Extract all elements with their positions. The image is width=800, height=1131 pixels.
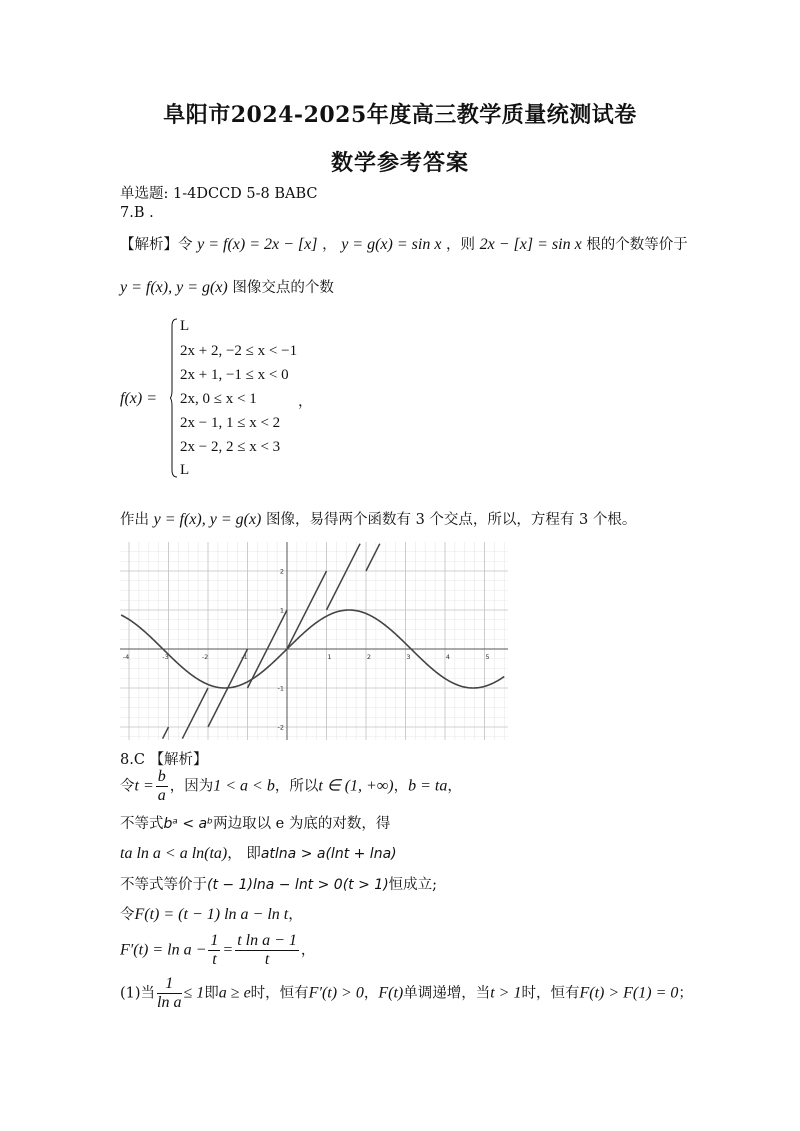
x-tick-label: 2	[366, 653, 372, 661]
fraction-numerator: 1	[210, 932, 219, 949]
page-subtitle: 数学参考答案	[330, 150, 469, 176]
q7-line2-math: y = f(x), y = g(x)	[120, 279, 228, 296]
q7-conclusion	[120, 508, 636, 529]
q8-l4-pre: 不等式等价于	[120, 877, 207, 893]
q8-l5-pre: 令	[120, 907, 135, 923]
q7-sep: ，	[322, 237, 337, 253]
y-tick-label: 1	[279, 606, 284, 615]
q7-analysis-line	[120, 233, 688, 254]
q8-l3-math2: atlna > a(lnt + lna)	[260, 846, 397, 862]
q8-l1-c: ，	[393, 778, 409, 795]
x-tick-label: -2	[201, 653, 209, 661]
case-row: 2x, 0 ≤ x < 1	[180, 391, 257, 407]
q8-l4-text: 恒成立;	[388, 877, 438, 893]
q8-l1-m2: t ∈ (1, +∞)	[318, 777, 394, 795]
y-tick-label: -1	[277, 684, 284, 693]
fx-segment	[182, 688, 208, 739]
q8-l7-t5: 时，恒有	[521, 985, 580, 1002]
x-tick-label: 1	[327, 653, 332, 661]
x-tick-label: -1	[241, 653, 248, 661]
fx-segment	[366, 544, 380, 571]
q7-conclusion-pre: 作出	[120, 512, 149, 528]
q7-conclusion-text: 图像，易得两个函数有 3 个交点，所以，方程有 3 个根。	[265, 512, 637, 528]
q8-l5-math: F(t) = (t − 1) ln a − ln t	[134, 906, 289, 923]
q7-eq-g: y = g(x) = sin x	[341, 236, 442, 253]
q8-l7-m2: a ≥ e	[218, 984, 251, 1002]
q8-l7-m1: ≤ 1	[183, 984, 205, 1002]
q8-l2-math: bᵃ < aᵇ	[163, 816, 214, 832]
q8-label: 8.C 【解析】	[120, 752, 208, 768]
fraction-numerator: b	[157, 768, 166, 785]
q8-l7-t4: 单调递增，当	[403, 985, 491, 1002]
x-tick-label: -4	[122, 653, 130, 661]
q8-l6-eq: =	[222, 941, 234, 959]
q8-l2-text: 两边取以 e 为底的对数，得	[213, 816, 391, 832]
q8-line6	[120, 932, 315, 969]
q8-l7-t3: ，	[363, 985, 379, 1002]
q7-label: 7.B .	[120, 205, 154, 221]
q8-l2-pre: 不等式	[120, 816, 164, 832]
q8-t-var: t =	[134, 777, 154, 795]
q7-line2	[120, 276, 334, 297]
q8-line7	[120, 975, 693, 1012]
x-tick-label: 3	[406, 653, 411, 661]
q8-l1-m1: 1 < a < b	[213, 777, 275, 795]
b-over-a-fraction	[156, 768, 168, 805]
q7-analysis-prefix: 【解析】令	[120, 237, 193, 253]
q8-line1	[120, 768, 462, 805]
q8-l1-b: ，所以	[274, 778, 319, 795]
q8-l6-tail: ，	[300, 942, 316, 959]
fraction-numerator: t ln a − 1	[237, 932, 297, 949]
q8-l4-math: (t − 1)lna − lnt > 0(t > 1)	[207, 877, 389, 893]
fraction-denominator: t	[264, 951, 270, 968]
q7-conclusion-math: y = f(x), y = g(x)	[153, 511, 262, 528]
q7-mid: ，则	[446, 237, 476, 253]
q8-l7-pre: (1)当	[120, 985, 156, 1002]
tlna-fraction	[235, 932, 299, 969]
fraction-denominator: ln a	[157, 994, 182, 1011]
q8-l1-a: ，因为	[169, 778, 214, 795]
q8-line3	[120, 842, 397, 863]
page-title: 阜阳市2024-2025年度高三教学质量统测试卷	[163, 102, 637, 128]
q8-l7-t6: ；	[678, 985, 693, 1002]
y-tick-label: 2	[279, 567, 284, 576]
q8-l1-d: ，	[447, 778, 462, 795]
one-over-lna-fraction	[157, 975, 181, 1012]
cases-comma: ，	[298, 394, 313, 410]
q8-line2	[120, 812, 390, 833]
q8-line5	[120, 903, 303, 924]
case-row: 2x − 1, 1 ≤ x < 2	[180, 415, 281, 431]
fx-label: f(x) =	[120, 390, 157, 407]
q8-l7-m5: t > 1	[490, 984, 522, 1002]
q8-l7-m4: F(t)	[378, 984, 404, 1002]
fraction-denominator: t	[212, 951, 217, 968]
q8-line4	[120, 873, 437, 894]
q7-eq-f: y = f(x) = 2x − [x]	[197, 236, 318, 253]
multiple-choice-answers: 单选题: 1-4DCCD 5-8 BABC	[120, 186, 318, 202]
case-row: L	[180, 318, 190, 334]
q8-l6-a: F′(t) = ln a −	[120, 941, 207, 959]
q8-l7-t2: 时，恒有	[250, 985, 309, 1002]
piecewise-brace	[170, 318, 178, 478]
x-tick-label: 4	[445, 653, 451, 661]
q7-line2-text: 图像交点的个数	[232, 280, 334, 296]
case-row: 2x − 2, 2 ≤ x < 3	[180, 439, 281, 455]
one-over-t-fraction	[208, 932, 220, 969]
case-row: 2x + 2, −2 ≤ x < −1	[180, 343, 298, 359]
q7-tail: 根的个数等价于	[586, 237, 688, 253]
x-tick-label: -3	[162, 653, 169, 661]
q8-l1-m3: b = ta	[408, 777, 448, 795]
q8-l7-t1: 即	[204, 985, 219, 1002]
q8-l1-pre: 令	[120, 778, 135, 795]
x-tick-label: 5	[485, 653, 490, 661]
q8-l7-m6: F(t) > F(1) = 0	[579, 984, 679, 1002]
q8-l3-math1: ta ln a < a ln(ta)	[120, 845, 228, 862]
q8-l5-tail: ，	[288, 907, 303, 923]
case-row: 2x + 1, −1 ≤ x < 0	[180, 367, 289, 383]
case-row: L	[180, 462, 190, 478]
fraction-numerator: 1	[157, 975, 181, 994]
fraction-denominator: a	[157, 787, 166, 804]
function-graph	[120, 542, 508, 740]
q8-l7-m3: F′(t) > 0	[308, 984, 364, 1002]
q7-eq-root: 2x − [x] = sin x	[479, 236, 582, 253]
y-tick-label: -2	[277, 723, 284, 732]
q8-l3-sep: ， 即	[227, 846, 261, 862]
